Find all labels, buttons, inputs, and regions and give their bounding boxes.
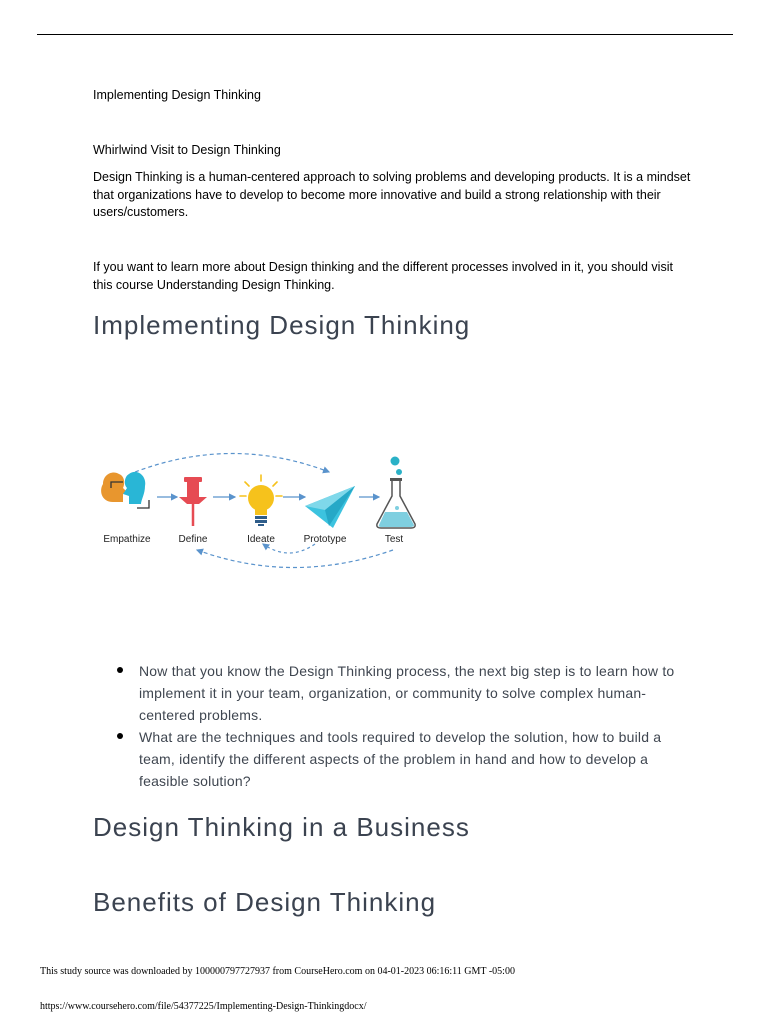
heading-design-thinking-business: Design Thinking in a Business	[93, 812, 470, 842]
bullet-text: Now that you know the Design Thinking process, the next big step is to learn how to implement it in your team, organization, or community to solve complex human-centered problems.	[139, 663, 675, 723]
label-test: Test	[384, 534, 404, 545]
small-dashed-arc	[263, 544, 315, 553]
empathize-back-head	[101, 472, 127, 502]
label-ideate: Ideate	[247, 534, 275, 545]
bullet-dot	[117, 733, 123, 739]
learn-more-paragraph: If you want to learn more about Design thinking and the different processes involved in it, you should visit this course Understanding Design Thinking.	[93, 260, 673, 292]
heading-implementing: Implementing Design Thinking	[93, 310, 471, 340]
top-rule	[37, 34, 733, 35]
bottom-dashed-arc	[197, 550, 393, 568]
bullet-text: What are the techniques and tools required to develop the solution, how to build a team, identify the different aspects of the problem in hand and how to develop a feasible solution?	[139, 729, 662, 789]
label-empathize: Empathize	[103, 534, 151, 545]
ideate-lightbulb-icon	[240, 475, 282, 526]
top-dashed-arc	[135, 454, 329, 473]
footer-download-notice: This study source was downloaded by 100000797727937 from CourseHero.com on 04-01-2023 06:16:11 GMT -05:00	[40, 966, 515, 977]
bullet-item	[93, 660, 693, 726]
label-prototype: Prototype	[303, 534, 347, 545]
test-flask-icon	[377, 457, 415, 529]
bullet-list	[93, 660, 693, 792]
document-title: Implementing Design Thinking	[93, 88, 261, 102]
define-pushpin-icon	[179, 477, 207, 526]
heading-benefits: Benefits of Design Thinking	[93, 887, 437, 917]
footer-source-url[interactable]: https://www.coursehero.com/file/54377225/Implementing-Design-Thinkingdocx/	[40, 1001, 367, 1012]
prototype-paper-plane-icon	[305, 486, 355, 528]
empathize-icon	[101, 472, 149, 508]
section-subtitle: Whirlwind Visit to Design Thinking	[93, 143, 281, 157]
empathize-front-head	[123, 472, 145, 504]
label-define: Define	[178, 534, 208, 545]
bullet-item	[93, 726, 693, 792]
intro-paragraph: Design Thinking is a human-centered approach to solving problems and developing products. It is a mindset that organizations have to develop to become more innovative and build a strong relationship with their users/customers.	[93, 170, 691, 219]
design-thinking-process-diagram	[93, 380, 425, 642]
bullet-dot	[117, 667, 123, 673]
